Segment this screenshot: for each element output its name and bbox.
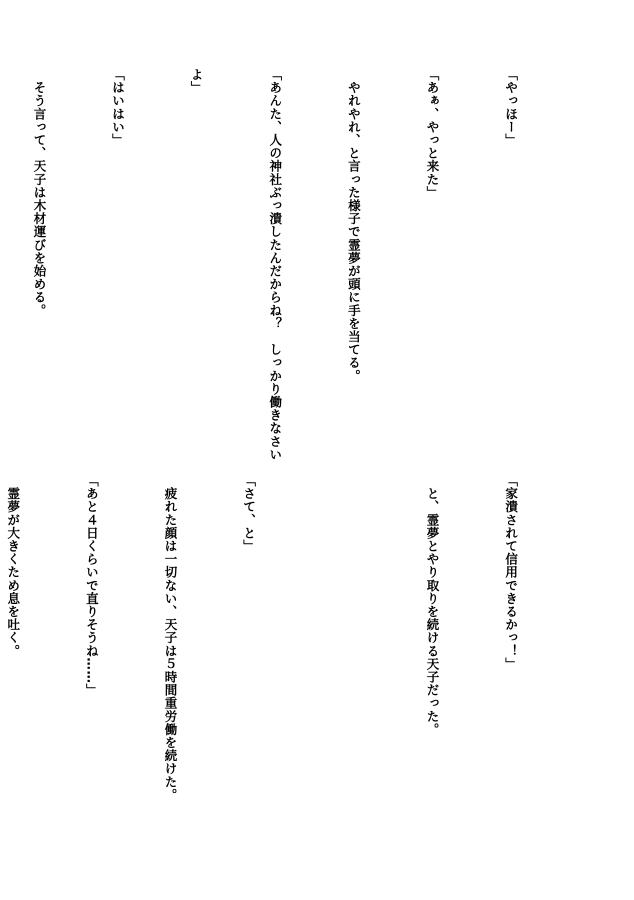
text-line: 「やっほー」 <box>503 68 519 147</box>
text-line: 「はいはい」 <box>110 68 126 147</box>
text-line: 「あと４日くらいで直りそうね……」 <box>84 474 100 697</box>
lower-text-block <box>0 474 576 874</box>
text-line: そう言って、天子は木材運びを始める。 <box>31 68 47 317</box>
text-line: 霊夢が大きくため息を吐く。 <box>5 474 21 658</box>
upper-text-block <box>0 68 576 468</box>
text-line: 「家潰されて信用できるかっ！」 <box>503 474 519 671</box>
text-line: 「あんた、人の神社ぶっ潰したんだからね？ しっかり働きなさい <box>267 68 283 461</box>
text-line: よ」 <box>189 68 205 95</box>
text-line: と、霊夢とやり取りを続ける天子だった。 <box>424 474 440 736</box>
text-line: 「さて、と」 <box>241 474 257 553</box>
text-line: 「あぁ、やっと来た」 <box>424 68 440 199</box>
text-line: やれやれ、と言った様子で霊夢が頭に手を当てる。 <box>346 68 362 383</box>
text-line: 疲れた顔は一切ない、天子は５時間重労働を続けた。 <box>162 474 178 802</box>
